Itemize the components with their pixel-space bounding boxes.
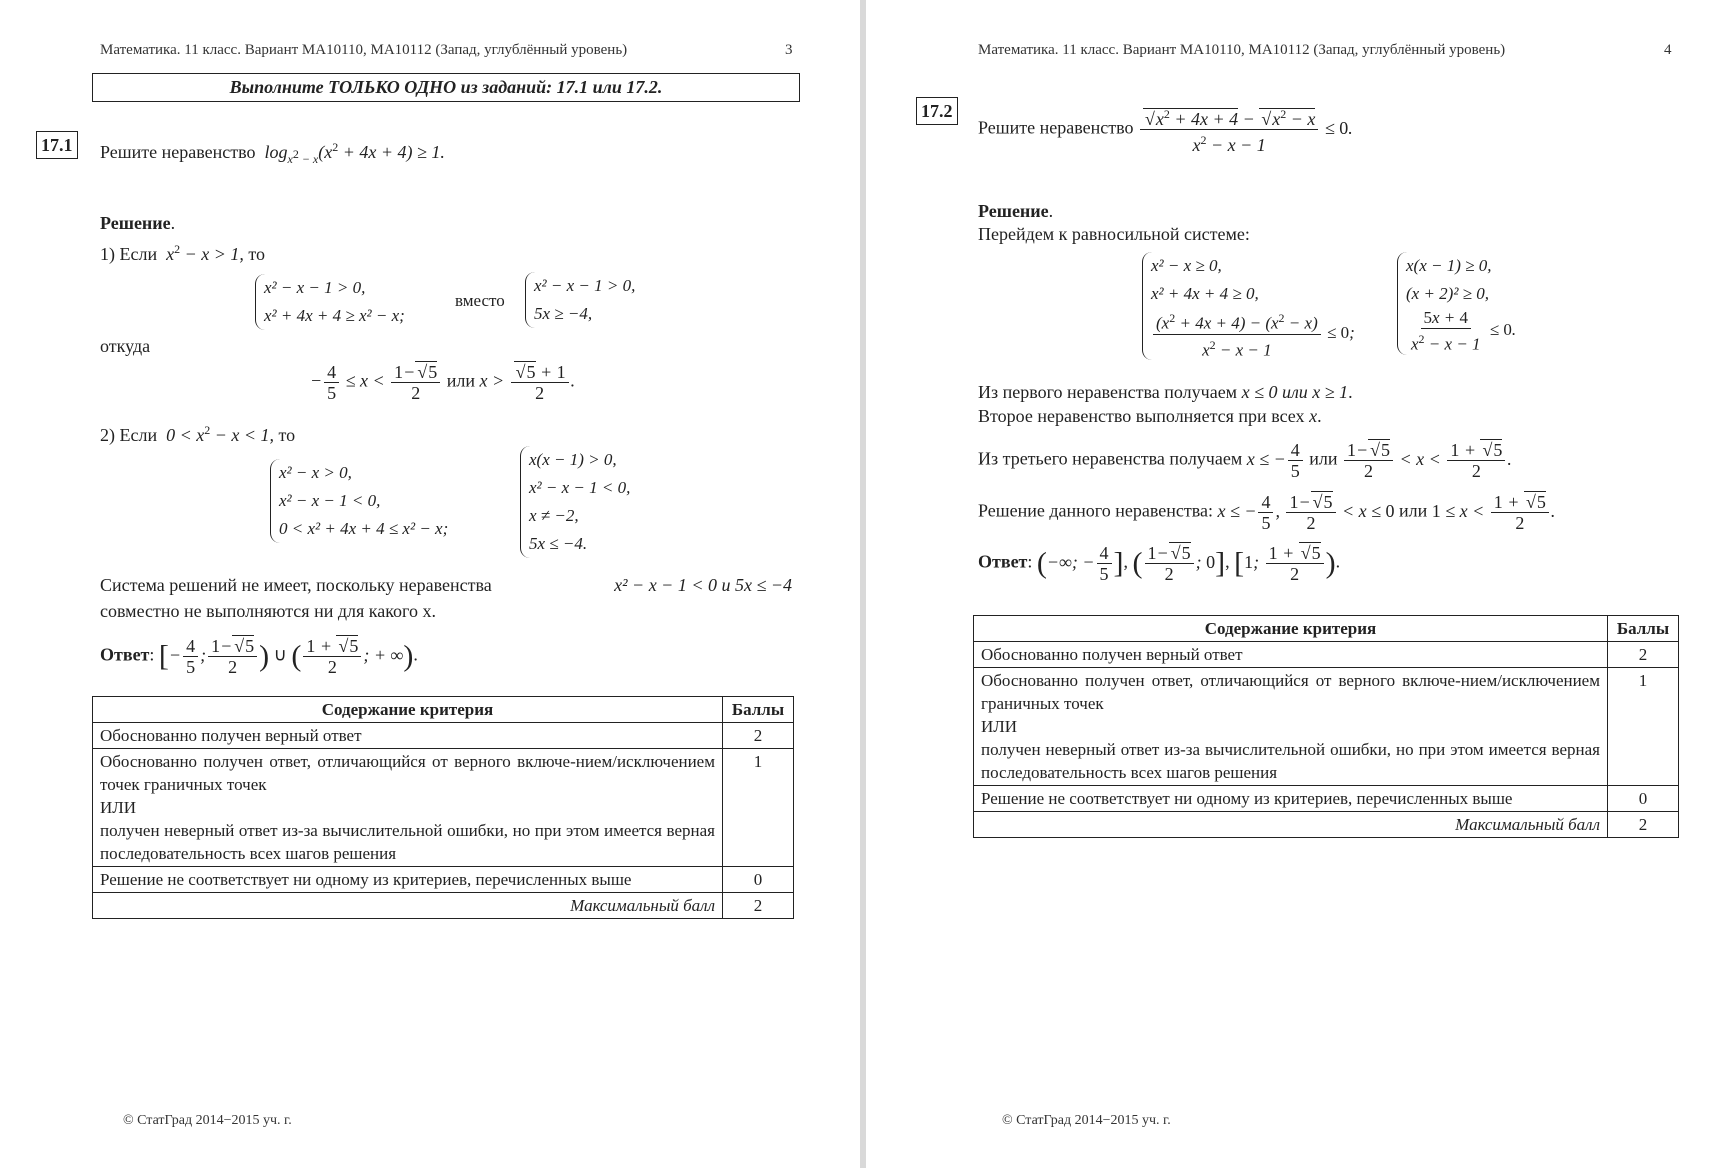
system-line: x² − x ≥ 0, [1151,256,1222,275]
system-line: x² − x − 1 > 0, [534,276,636,295]
system-line: x² − x > 0, [279,463,352,482]
criteria-points: 0 [1608,786,1679,812]
final-solution-line: Решение данного неравенства: x ≤ − $\frac{4}{5}$ , $\frac{1-√ 5}{2}$ < x ≤ 0 или 1 ≤ x < $\frac{1 + √ 5}{2}$ . [978,492,1555,533]
case-2-condition: $0 < x^2 - x < 1$, то [161,423,296,445]
system-line: x(x − 1) > 0, [529,450,617,469]
page-footer: © СтатГрад 2014−2015 уч. г. [123,1113,292,1128]
system-line: $\frac{5x + 4}{x^2 - x - 1}$ ≤ 0. [1411,308,1517,354]
system-line: x² + 4x + 4 ≥ 0, [1151,284,1259,303]
second-inequality-line: Второе неравенство выполняется при всех x. [978,406,1322,426]
statement-formula: √ $\frac{x^2 + 4x + 4 - √ x^2 - x}{x^2 - x - 1}$ ≤ 0. [1138,118,1353,138]
case-1-system-a [255,274,405,330]
table-row [974,786,1679,812]
page-header: Математика. 11 класс. Вариант МА10110, МА10112 (Запад, углублённый уровень) [978,42,1506,58]
page-number: 3 [785,42,793,58]
max-score-label: Максимальный балл [93,893,723,919]
table-row [93,749,794,867]
case-1-line [100,242,265,265]
case-2-system-a [270,459,448,543]
answer-17-1: Ответ: [− $\frac{4}{5}$ ; $\frac{1-√ 5}{2}$ ) ∪ ( $\frac{1 + √ 5}{2}$ ; + ∞). [100,636,418,677]
statement-text: Решите неравенство [100,142,256,162]
statement-text: Решите неравенство [978,117,1134,138]
table-row [974,642,1679,668]
criteria-text: Обоснованно получен ответ, отличающийся от верного включе-нием/исключением точек граничных точек [100,752,715,794]
criteria-text: Обоснованно получен верный ответ [974,642,1608,668]
final-solution-text: Решение данного неравенства: [978,500,1213,521]
criteria-cell [974,668,1608,786]
case-1-intro: 1) Если [100,244,158,264]
table-row [93,893,794,919]
page-3 [0,0,860,1168]
system-line: (x + 2)² ≥ 0, [1406,284,1490,303]
system-line: x² − x − 1 < 0, [529,478,631,497]
max-score-value: 2 [1608,812,1679,838]
page-number: 4 [1664,42,1672,58]
criteria-or: ИЛИ [981,717,1018,736]
system-line: 0 < x² + 4x + 4 ≤ x² − x; [279,519,449,538]
criteria-text: Решение не соответствует ни одному из критериев, перечисленных выше [974,786,1608,812]
case-2-line [100,423,295,446]
no-solution-line-1 [100,575,792,596]
criteria-text: Обоснованно получен ответ, отличающийся от верного включе-нием/исключением граничных точек [981,671,1600,713]
solution-label: Решение. [100,213,176,233]
third-inequality-text: Из третьего неравенства получаем [978,448,1243,469]
criteria-points: 2 [723,723,794,749]
equivalent-system-a [1142,252,1355,360]
answer-label: Ответ [100,644,150,665]
criteria-text: получен неверный ответ из-за вычислительной ошибки, но при этом имеется верная последовательность всех шагов решения [981,740,1600,782]
task-choice-banner: Выполните ТОЛЬКО ОДНО из заданий: 17.1 или 17.2. [92,73,800,102]
or-word: или [446,370,475,391]
criteria-or: ИЛИ [100,798,137,817]
or-word: или [1309,448,1338,469]
or-word: или [1399,500,1428,521]
criteria-points: 1 [1608,668,1679,786]
no-solution-math: x² − x − 1 < 0 и 5x ≤ −4 [614,575,792,595]
task-number-17-2: 17.2 [916,97,958,125]
table-row [974,812,1679,838]
max-score-label: Максимальный балл [974,812,1608,838]
criteria-text: получен неверный ответ из-за вычислительной ошибки, но при этом имеется верная последовательность всех шагов решения [100,821,715,863]
first-inequality-text: Из первого неравенства получаем [978,382,1238,402]
third-inequality-line: Из третьего неравенства получаем x ≤ − $\frac{4}{5}$ или $\frac{1-√ 5}{2}$ < x < $\frac{1 + √ 5}{2}$ . [978,440,1512,481]
criteria-header-points: Баллы [1608,616,1679,642]
system-line: 5x ≤ −4. [529,534,588,553]
case-1-condition: $x^2 - x > 1$, то [161,242,266,264]
task-number-17-1: 17.1 [36,131,78,159]
criteria-cell [93,749,723,867]
second-inequality-text: Второе неравенство выполняется при всех [978,406,1305,426]
criteria-table-17-1 [92,696,794,919]
criteria-points: 2 [1608,642,1679,668]
first-inequality-math: x ≤ 0 или x ≥ 1 [1241,382,1349,402]
system-line: x² − x − 1 > 0, [264,278,366,297]
system-line: x ≠ −2, [529,506,579,525]
system-line: x(x − 1) ≥ 0, [1406,256,1492,275]
criteria-header-content: Содержание критерия [974,616,1608,642]
criteria-header-content: Содержание критерия [93,697,723,723]
answer-17-2: Ответ: (−∞; − $\frac{4}{5}$ ], ( $\frac{1-√ 5}{2}$ ; 0], [1; $\frac{1 + √ 5}{2}$ ). [978,543,1340,584]
criteria-header-points: Баллы [723,697,794,723]
equivalent-system-b [1397,252,1516,355]
criteria-table-17-2 [973,615,1679,838]
system-line: x² + 4x + 4 ≥ x² − x; [264,306,405,325]
transition-text: Перейдем к равносильной системе: [978,224,1250,244]
max-score-value: 2 [723,893,794,919]
instead-word: вместо [455,291,505,310]
task-17-1-statement [100,140,445,167]
case-2-system-b [520,446,630,558]
system-line: 5x ≥ −4, [534,304,593,323]
case-1-system-b [525,272,635,328]
case-1-result: − $\frac{4}{5}$ ≤ x < $\frac{1-√ 5}{2}$ или x > √ $\frac{5 + 1}{2}$ . [310,362,575,403]
system-line: x² − x − 1 < 0, [279,491,381,510]
page-4 [866,0,1725,1168]
no-solution-line-2: совместно не выполняются ни для какого x. [100,601,436,621]
page-header: Математика. 11 класс. Вариант МА10110, МА10112 (Запад, углублённый уровень) [100,42,628,58]
page-footer: © СтатГрад 2014−2015 уч. г. [1002,1113,1171,1128]
whence-word: откуда [100,336,151,356]
statement-formula: $\log_{x2 - x}(x^2 + 4x + 4) \ge 1$. [259,140,445,166]
system-line: $\frac{(x^2 + 4x + 4) - (x^2 - x)}{x^2 - x - 1}$ ≤ 0; [1151,308,1355,360]
criteria-text: Решение не соответствует ни одному из критериев, перечисленных выше [93,867,723,893]
table-row [93,867,794,893]
criteria-text: Обоснованно получен верный ответ [93,723,723,749]
criteria-points: 1 [723,749,794,867]
no-solution-text: Система решений не имеет, поскольку неравенства [100,575,492,595]
table-row [93,723,794,749]
task-17-2-statement [978,104,1353,155]
solution-label: Решение. [978,201,1054,221]
answer-label: Ответ [978,551,1028,572]
criteria-points: 0 [723,867,794,893]
table-row [974,668,1679,786]
case-2-intro: 2) Если [100,425,158,445]
first-inequality-line: Из первого неравенства получаем x ≤ 0 или x ≥ 1. [978,382,1353,402]
